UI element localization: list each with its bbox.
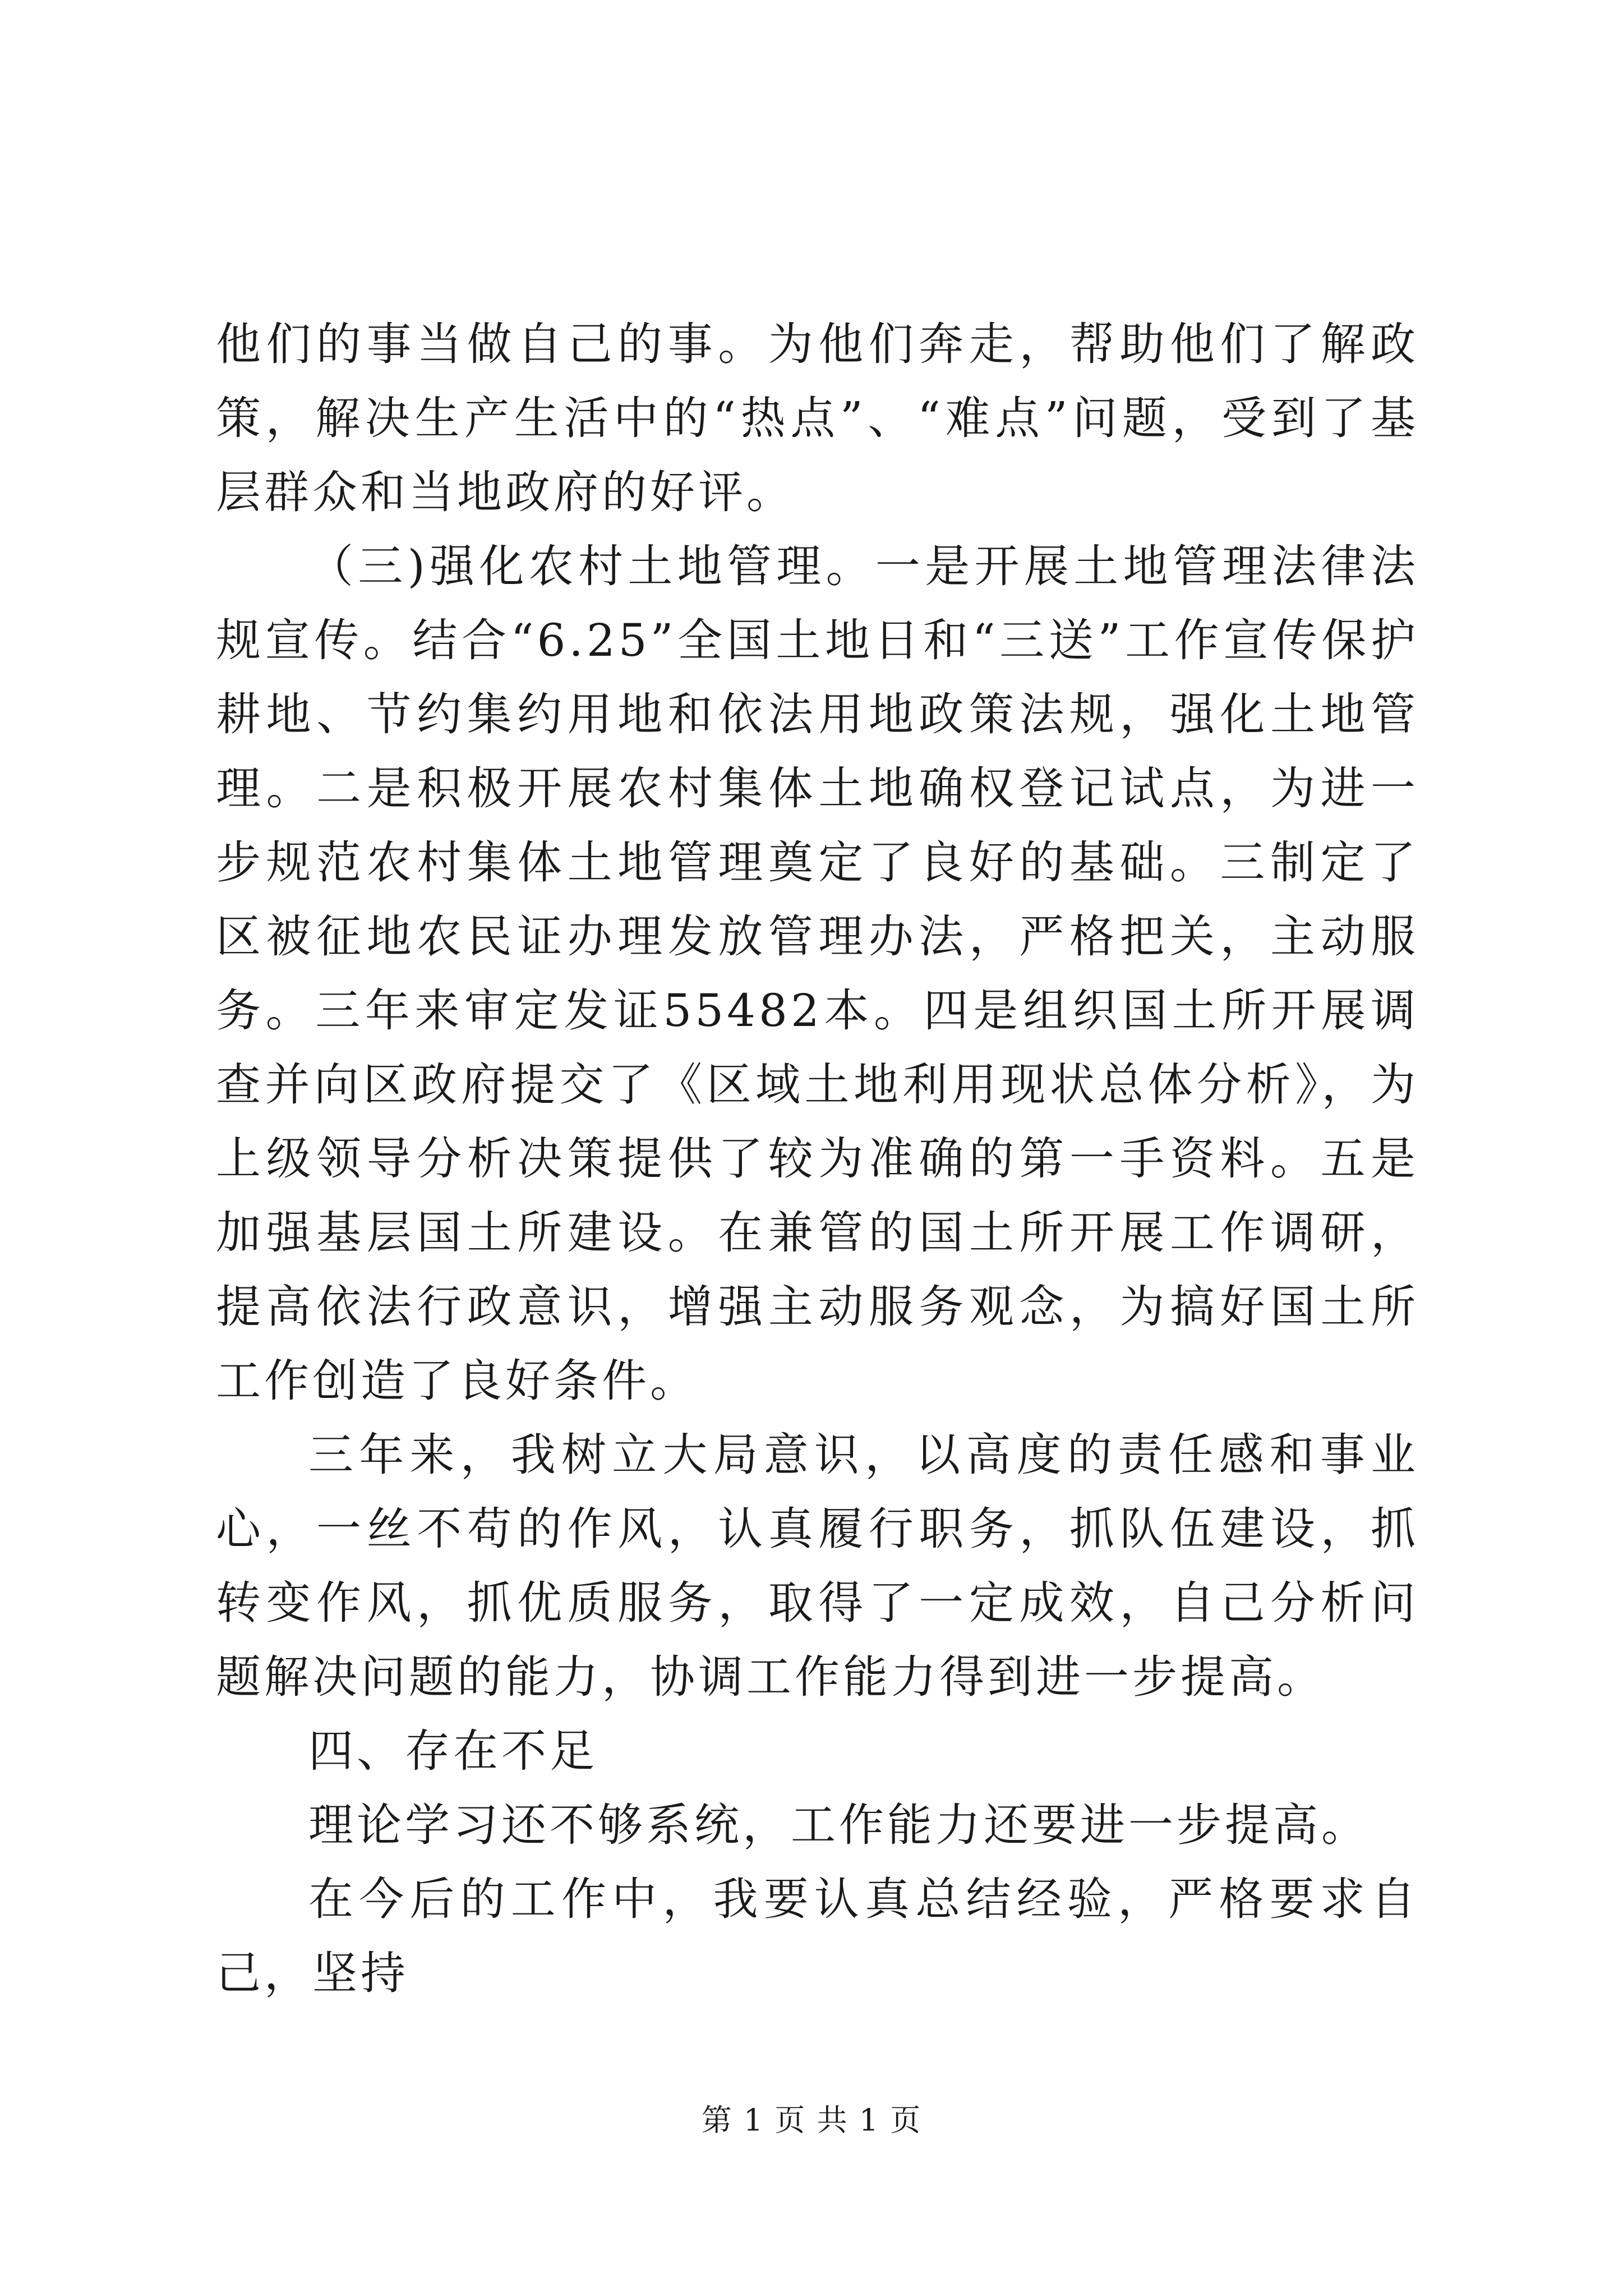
page-footer — [0, 2101, 1623, 2140]
paragraph-three-year-summary: 三年来，我树立大局意识，以高度的责任感和事业心，一丝不苟的作风，认真履行职务，抓队伍建设，抓转变作风，抓优质服务，取得了一定成效，自己分析问题解决问题的能力，协调工作能力得到进一步提高。 — [216, 1429, 1419, 1703]
paragraph-shortcomings: 理论学习还不够系统，工作能力还要进一步提高。 — [308, 1799, 1370, 1851]
section-heading-shortcomings: 四、存在不足 — [308, 1725, 598, 1777]
page-number-label: 第 1 页 共 1 页 — [701, 2102, 922, 2138]
paragraph-land-management: （三)强化农村土地管理。一是开展土地管理法律法规宣传。结合“6.25”全国土地日和“三送”工作宣传保护耕地、节约集约用地和依法用地政策法规，强化土地管理。二是积极开展农村集体土地确权登记试点，为进一步规范农村集体土地管理奠定了良好的基础。三制定了区被征地农民证办理发放管理办法，严格把关，主动服务。三年来审定发证55482本。四是组织国土所开展调查并向区政府提交了《区域土地利用现状总体分析》，为上级领导分析决策提供了较为准确的第一手资料。五是加强基层国土所建设。在兼管的国土所开展工作调研，提高依法行政意识，增强主动服务观念，为搞好国土所工作创造了良好条件。 — [216, 540, 1419, 1407]
paragraph-continuation: 他们的事当做自己的事。为他们奔走，帮助他们了解政策，解决生产生活中的“热点”、“难点”问题，受到了基层群众和当地政府的好评。 — [216, 318, 1419, 518]
document-body — [216, 307, 1419, 2010]
paragraph-future-work: 在今后的工作中，我要认真总结经验，严格要求自己，坚持 — [216, 1873, 1419, 1999]
